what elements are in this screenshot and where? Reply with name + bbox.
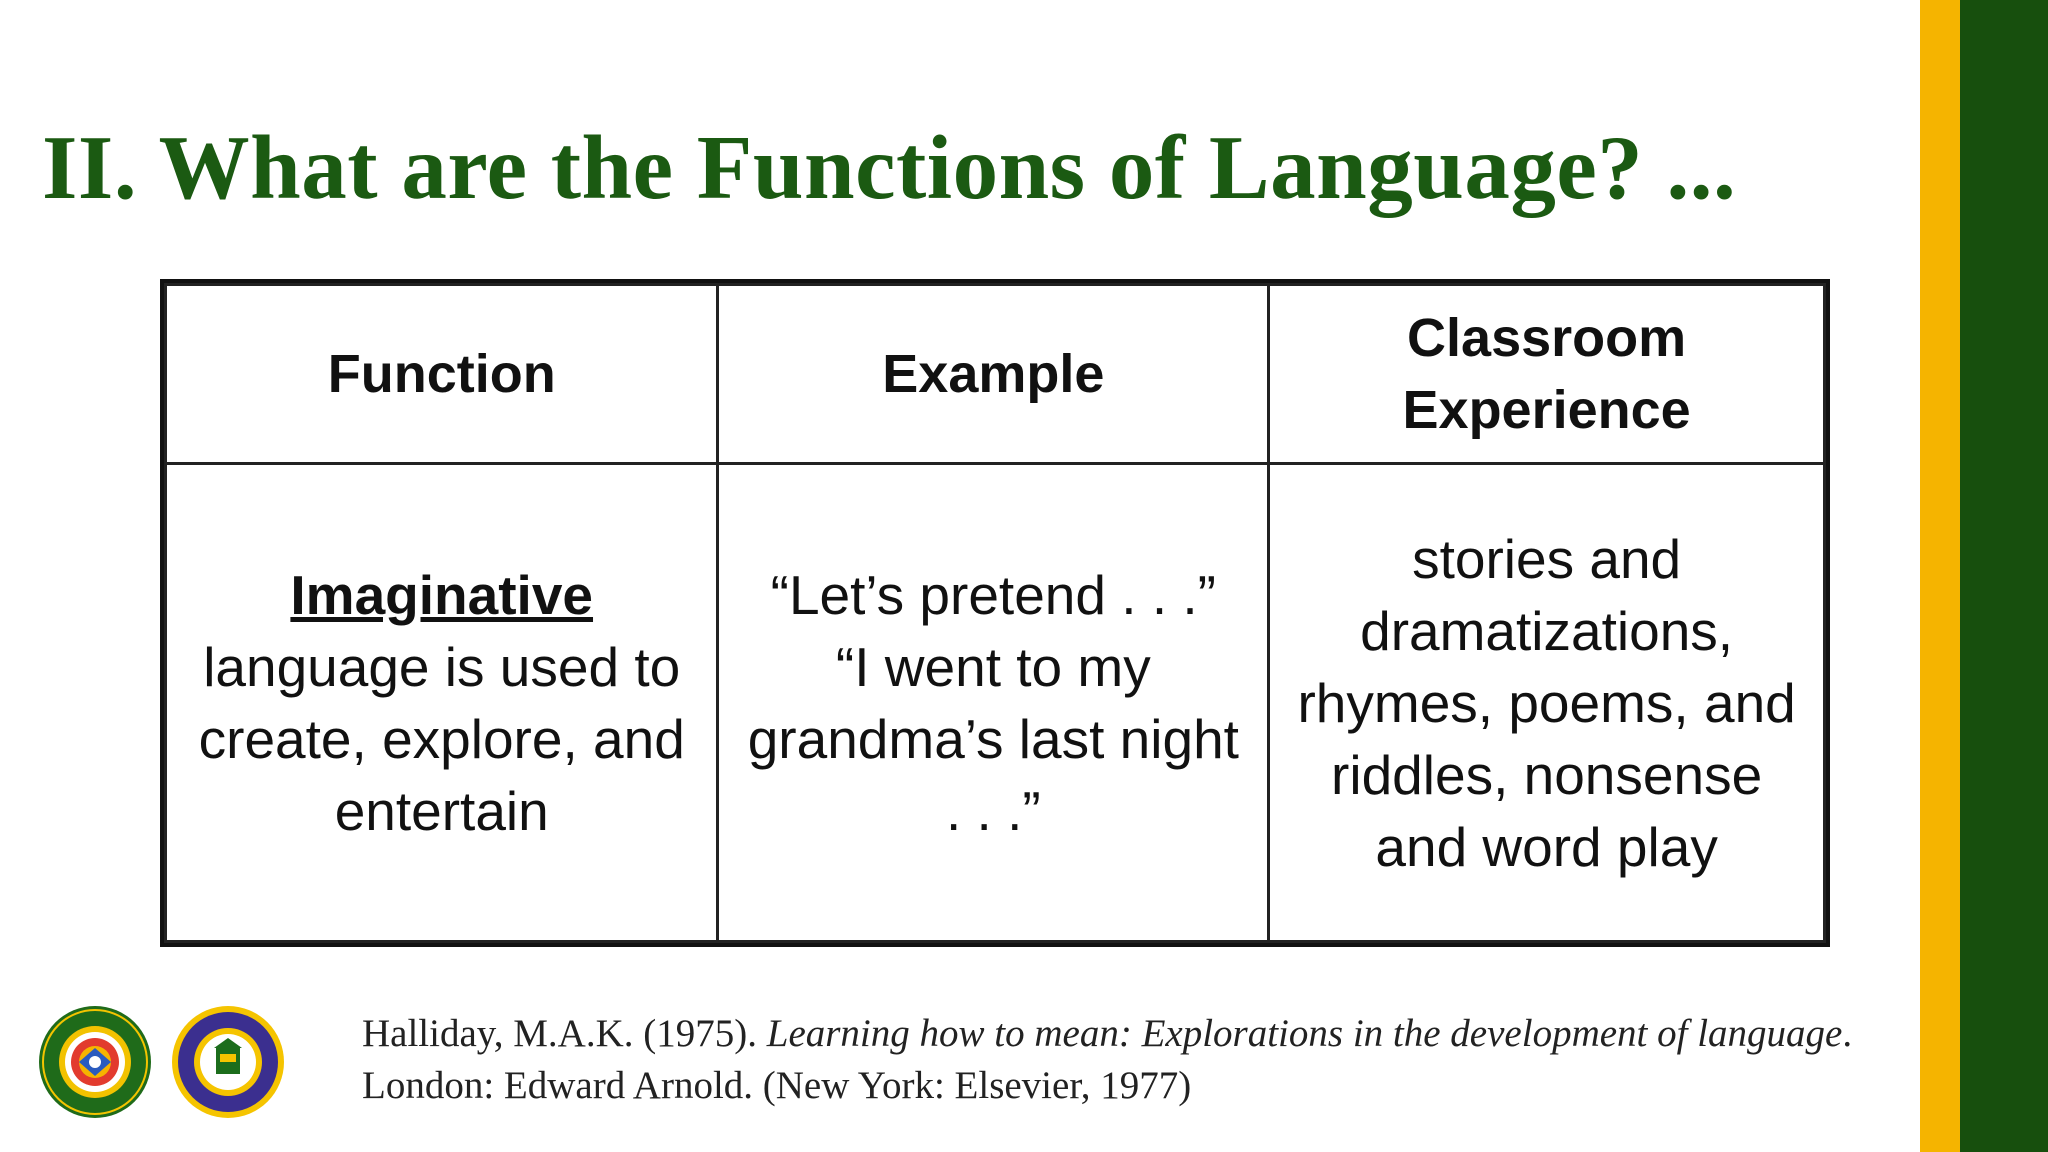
slide-title: II. What are the Functions of Language? ... — [42, 117, 1737, 218]
citation-title: Learning how to mean: Explorations in the development of language — [766, 1012, 1843, 1055]
gold-accent-bar — [1920, 0, 1960, 1152]
green-accent-bar — [1960, 0, 2048, 1152]
cell-classroom-experience: stories and dramatizations, rhymes, poems, and riddles, nonsense and word play — [1269, 464, 1825, 942]
header-function: Function — [166, 285, 718, 464]
functions-table — [160, 279, 1830, 947]
table-header-row — [166, 285, 1825, 464]
cell-example: “Let’s pretend . . .” “I went to my grandma’s last night . . .” — [718, 464, 1269, 942]
citation-author-year: Halliday, M.A.K. (1975). — [362, 1012, 767, 1055]
citation-publisher: London: Edward Arnold. (New York: Elsevier, 1977) — [362, 1064, 1192, 1107]
header-classroom-experience: Classroom Experience — [1269, 285, 1825, 464]
header-example: Example — [718, 285, 1269, 464]
table-row — [166, 464, 1825, 942]
citation: Halliday, M.A.K. (1975). Learning how to mean: Explorations in the development of language. London: Edward Arnold. (New York: Elsevier, 1977) — [362, 1012, 1853, 1107]
mmsu-seal-icon — [37, 1004, 153, 1120]
cell-function: Imaginative language is used to create, explore, and entertain — [166, 464, 718, 942]
college-of-teacher-education-seal-icon — [170, 1004, 286, 1120]
functions-table-grid — [164, 283, 1826, 943]
function-name: Imaginative — [290, 563, 594, 626]
